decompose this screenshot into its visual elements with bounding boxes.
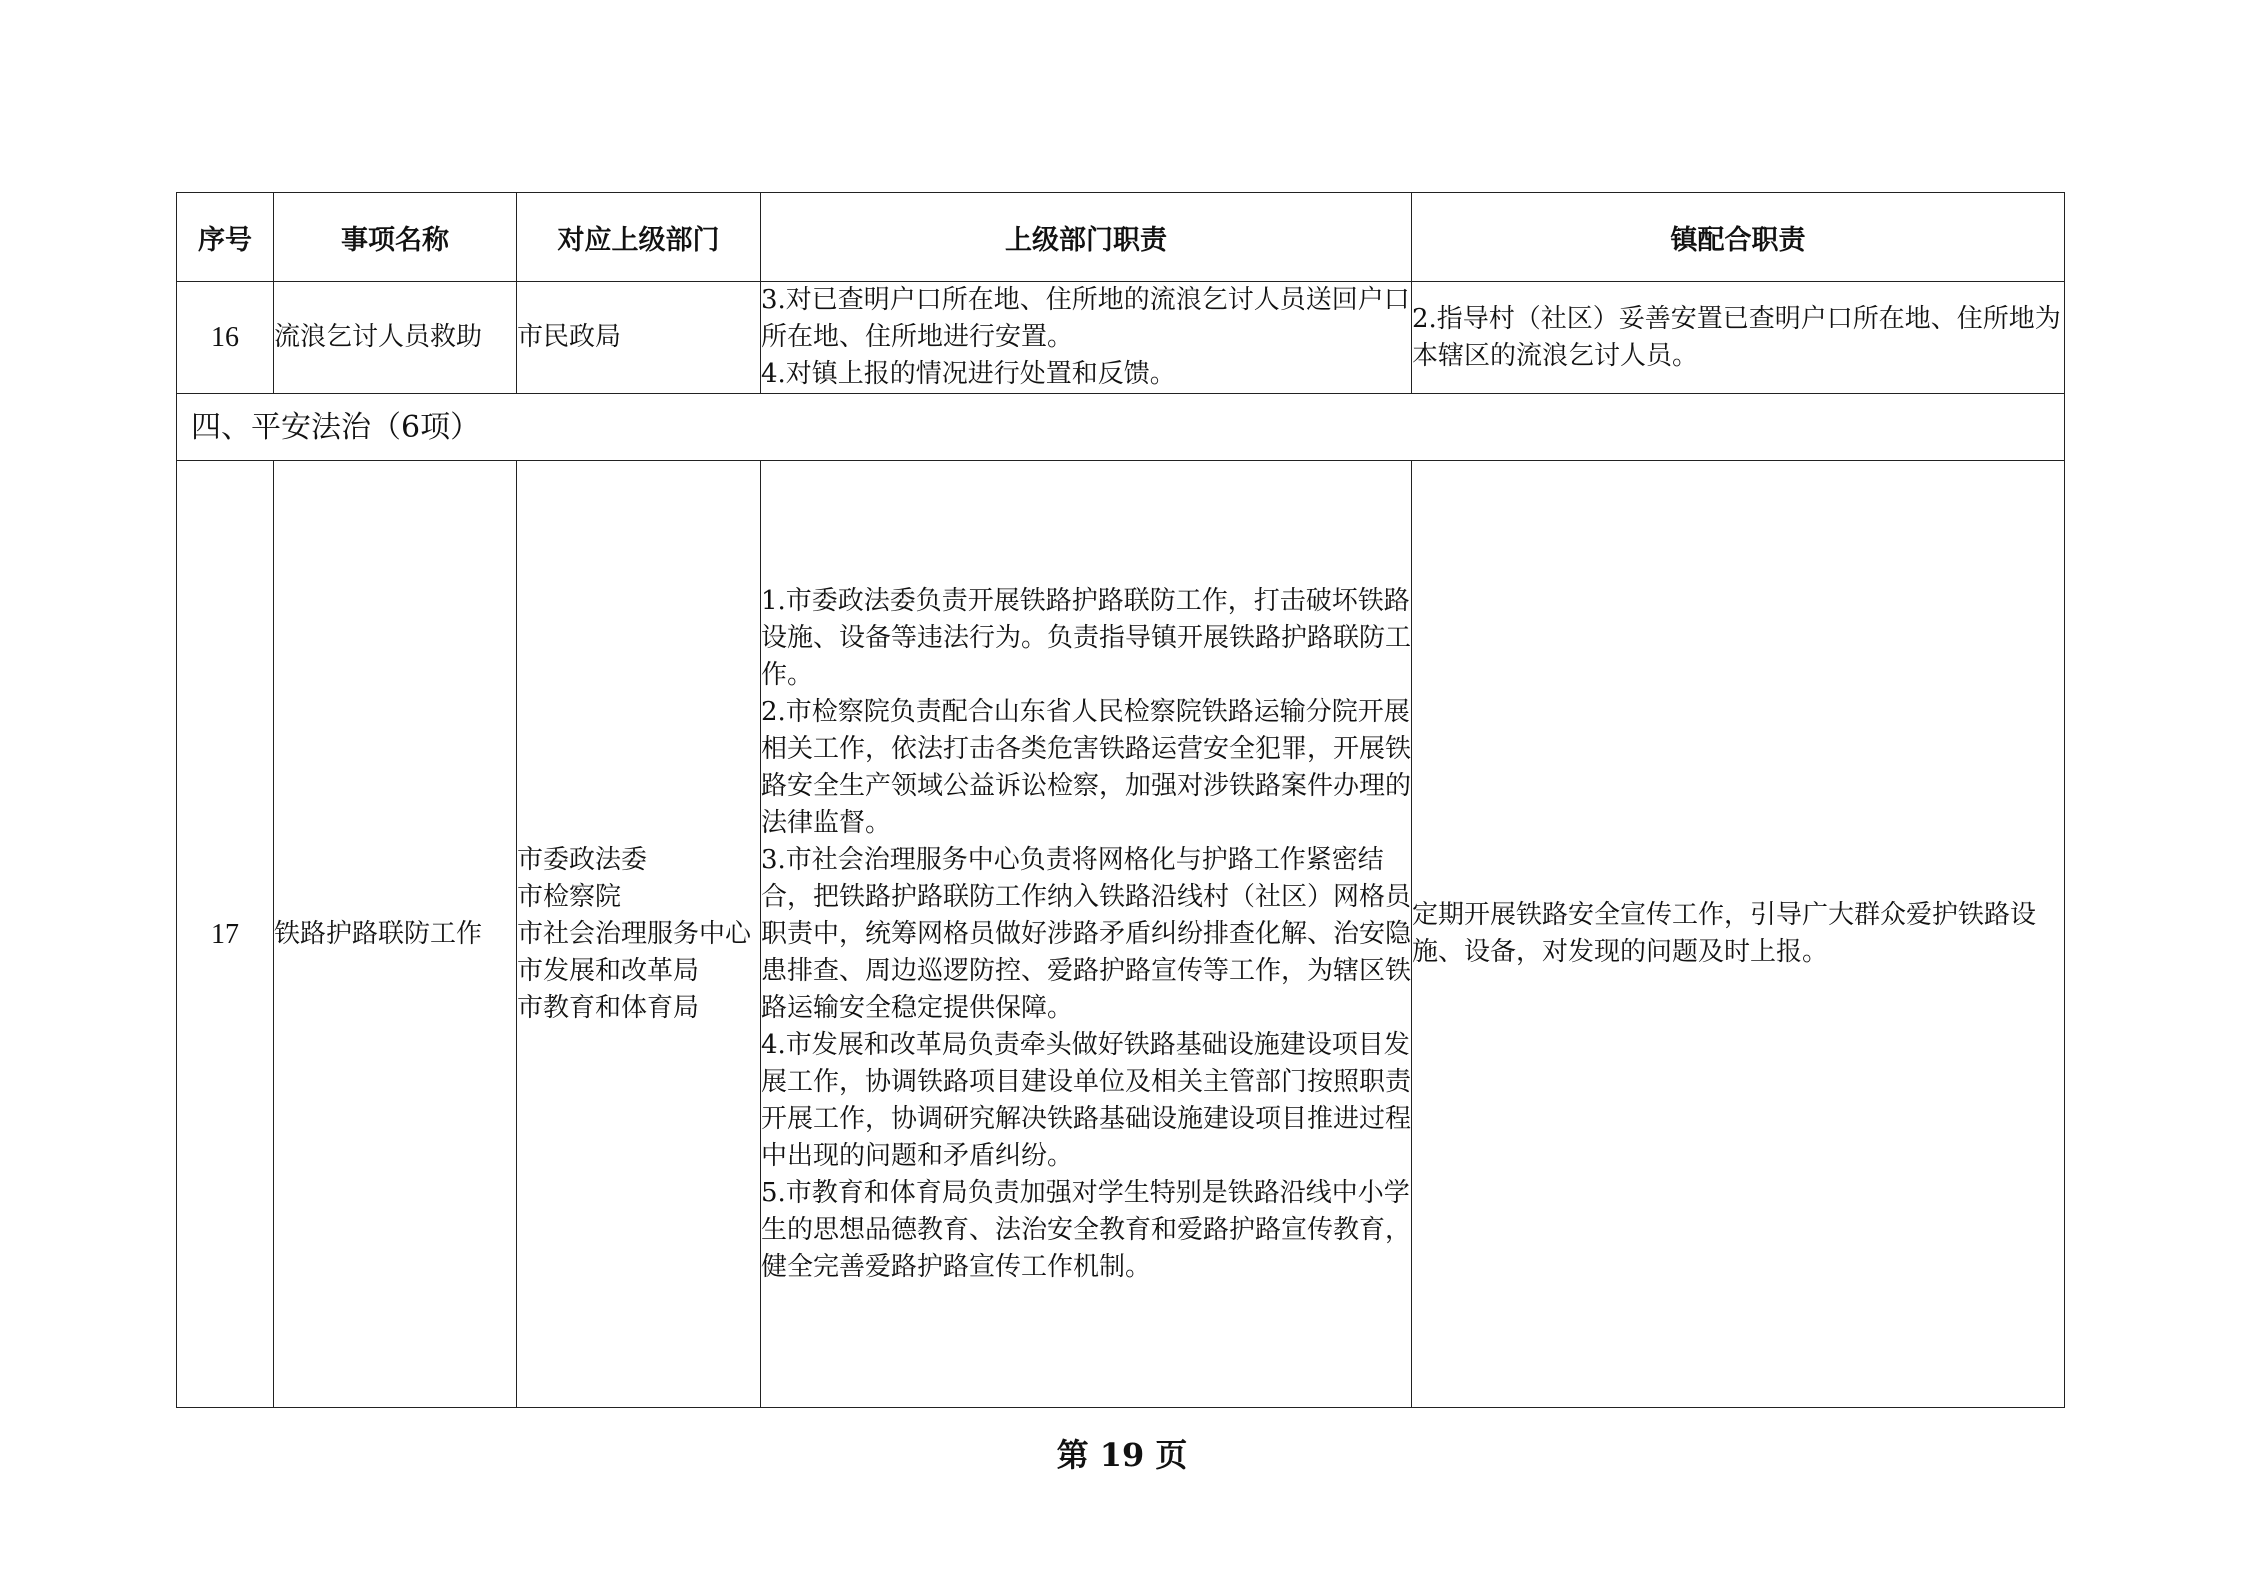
table-row <box>177 282 2065 394</box>
header-town-duties: 镇配合职责 <box>1412 193 2065 282</box>
dept-item: 市社会治理服务中心 <box>517 918 752 949</box>
duty-item: 2.市检察院负责配合山东省人民检察院铁路运输分院开展相关工作，依法打击各类危害铁路运营安全犯罪，开展铁路安全生产领域公益诉讼检察，加强对涉铁路案件办理的法律监督。 <box>761 696 1412 838</box>
duty-item: 3.市社会治理服务中心负责将网格化与护路工作紧密结合，把铁路护路联防工作纳入铁路沿线村（社区）网格员职责中，统筹网格员做好涉路矛盾纠纷排查化解、治安隐患排查、周边巡逻防控、爱路护路宣传等工作，为辖区铁路运输安全稳定提供保障。 <box>761 844 1412 1023</box>
row-upper-duties <box>761 282 1412 394</box>
duty-item: 3.对已查明户口所在地、住所地的流浪乞讨人员送回户口所在地、住所地进行安置。 <box>761 285 1410 352</box>
page-value: 19 <box>1099 1436 1145 1474</box>
row-item-name: 流浪乞讨人员救助 <box>274 282 517 394</box>
row-upper-dept <box>517 461 761 1408</box>
duty-item: 5.市教育和体育局负责加强对学生特别是铁路沿线中小学生的思想品德教育、法治安全教育和爱路护路宣传教育，健全完善爱路护路宣传工作机制。 <box>761 1177 1412 1282</box>
duty-item: 4.对镇上报的情况进行处置和反馈。 <box>761 359 1176 389</box>
dept-item: 市发展和改革局 <box>517 955 700 986</box>
section-title: 四、平安法治（6项） <box>177 394 2065 461</box>
row-item-name: 铁路护路联防工作 <box>274 461 517 1408</box>
page-suffix: 页 <box>1155 1436 1188 1474</box>
row-serial: 17 <box>177 461 274 1408</box>
header-upper-duties: 上级部门职责 <box>761 193 1412 282</box>
duty-item: 4.市发展和改革局负责牵头做好铁路基础设施建设项目发展工作，协调铁路项目建设单位及相关主管部门按照职责开展工作，协调研究解决铁路基础设施建设项目推进过程中出现的问题和矛盾纠纷。 <box>761 1029 1412 1171</box>
row-upper-duties <box>761 461 1412 1408</box>
row-serial: 16 <box>177 282 274 394</box>
page-number <box>0 1430 2244 1476</box>
dept-item: 市检察院 <box>517 881 622 912</box>
section-row <box>177 394 2065 461</box>
duty-item: 1.市委政法委负责开展铁路护路联防工作，打击破坏铁路设施、设备等违法行为。负责指导镇开展铁路护路联防工作。 <box>761 585 1412 690</box>
row-town-duties: 2.指导村（社区）妥善安置已查明户口所在地、住所地为本辖区的流浪乞讨人员。 <box>1412 282 2065 394</box>
row-town-duties: 定期开展铁路安全宣传工作，引导广大群众爱护铁路设施、设备，对发现的问题及时上报。 <box>1412 461 2065 1408</box>
page-prefix: 第 <box>1056 1436 1089 1474</box>
header-item-name: 事项名称 <box>274 193 517 282</box>
dept-item: 市委政法委 <box>517 844 648 875</box>
table-header-row <box>177 193 2065 282</box>
dept-item: 市教育和体育局 <box>517 992 700 1023</box>
row-upper-dept: 市民政局 <box>517 282 761 394</box>
table-row <box>177 461 2065 1408</box>
duty-table <box>176 192 2065 1408</box>
header-serial: 序号 <box>177 193 274 282</box>
header-upper-dept: 对应上级部门 <box>517 193 761 282</box>
